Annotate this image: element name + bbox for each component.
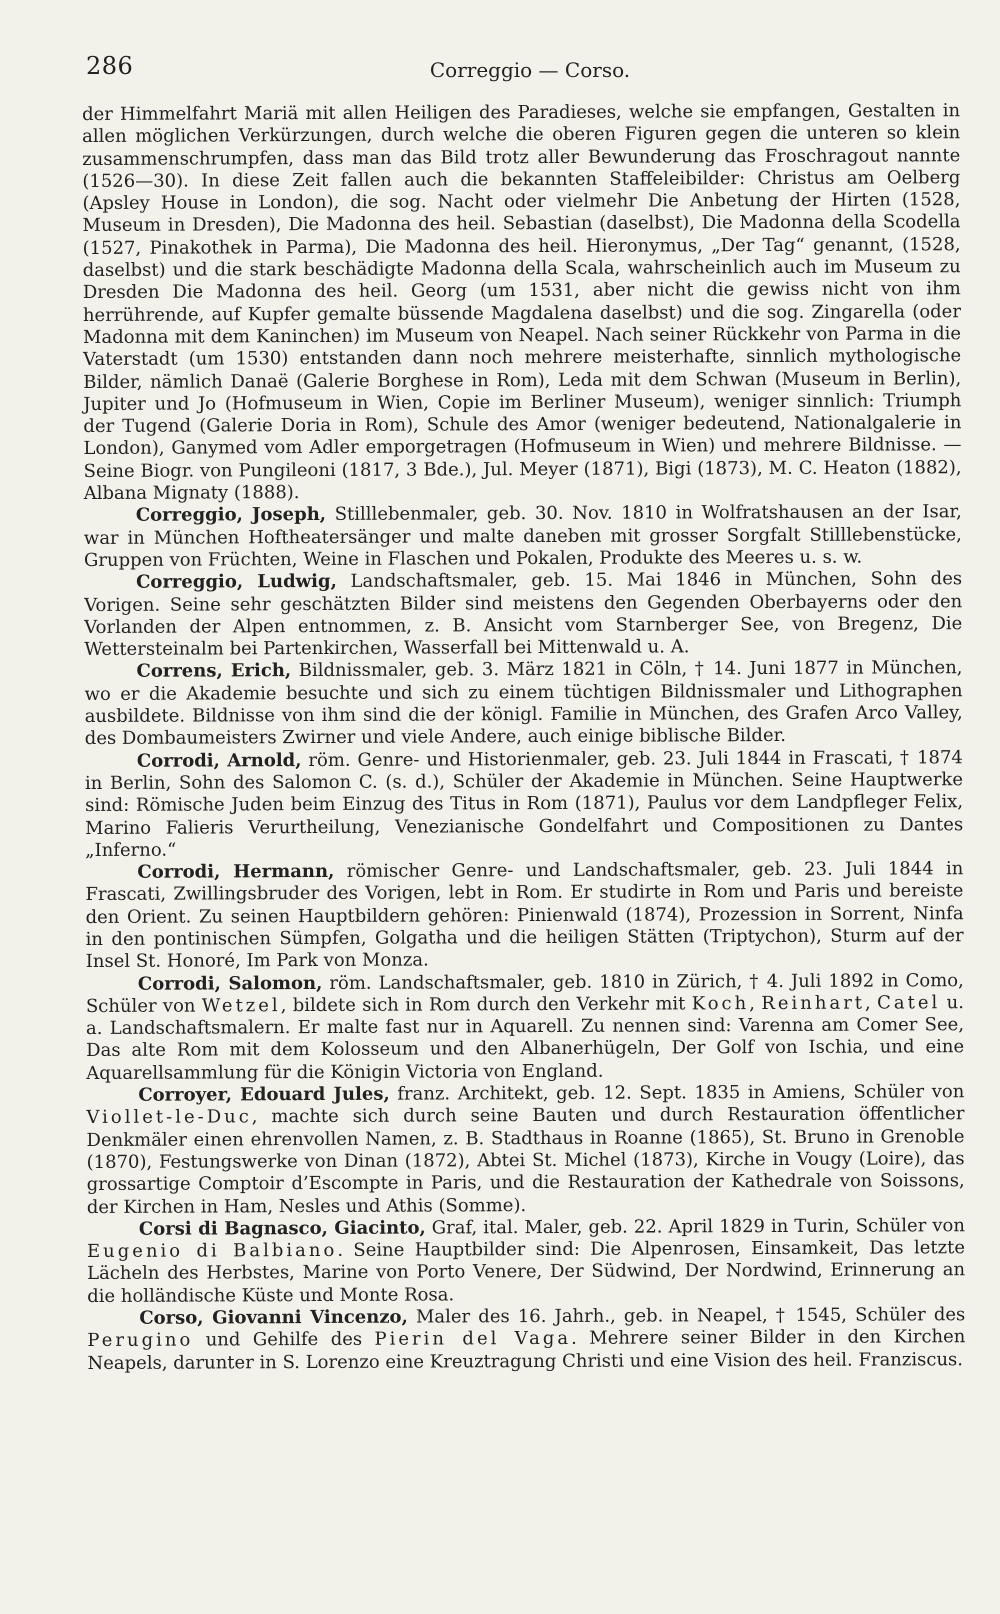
spaced-name: Eugenio di Balbiano xyxy=(86,1240,338,1263)
entry-text: Maler des 16. Jahrh., geb. in Neapel, † 1545, Schüler des xyxy=(415,1304,966,1328)
entry-text: . Mehrere seiner Bilder in den Kirchen Neapels, darunter in S. Lorenzo eine Kreuztragung Christi und eine Vision des heil. Franziscus. xyxy=(87,1326,966,1374)
entry-corrodi-salomon xyxy=(86,970,964,1085)
entry-text: franz. Architekt, geb. 12. Sept. 1835 in Amiens, Schüler von xyxy=(397,1081,965,1105)
entry-text: römischer Genre- und Landschaftsmaler, geb. 23. Juli 1844 in Frascati, Zwillingsbruder des Vorigen, lebt in Rom. Er studirte in Rom und Paris und bereiste den Orient. Zu seinen Hauptbildern gehören: Pinienwald (1874), Prozession in Sorrent, Ninfa in den pontinischen Sümpfen, Golgatha und die heiligen Stätten (Triptychon), Sturm auf der Insel St. Honoré, Im Park von Monza. xyxy=(85,858,964,973)
page-body xyxy=(82,100,966,1375)
entry-text: Graf, ital. Maler, geb. 22. April 1829 in Turin, Schüler von xyxy=(431,1215,965,1239)
entry-correns-erich xyxy=(84,658,962,751)
entry-name: Correggio, Ludwig, xyxy=(136,571,337,594)
page-number: 286 xyxy=(86,52,134,80)
spaced-name: Reinhart xyxy=(761,992,866,1014)
entry-corroyer-edouard xyxy=(86,1081,965,1219)
entry-text: röm. Landschaftsmaler, geb. 1810 in Zürich, † 4. Juli 1892 in Como, Schüler von xyxy=(85,969,964,1017)
spaced-name: Koch xyxy=(691,992,750,1015)
running-title: Correggio — Corso. xyxy=(429,58,631,82)
entry-text: Landschaftsmaler, geb. 15. Mai 1846 in München, Sohn des Vorigen. Seine sehr geschätzten Bilder sind meistens den Gegenden Oberbayerns oder den Vorlanden der Alpen entnommen, z. B. Ansicht vom Starnberger See, von Bregenz, Die Wettersteinalm bei Partenkirchen, Wasserfall bei Mittenwald u. A. xyxy=(84,568,963,661)
entry-correggio-joseph xyxy=(84,502,962,573)
spaced-name: Perugino xyxy=(87,1329,194,1352)
entry-name: Corrodi, Hermann, xyxy=(137,861,335,883)
entry-name: Correggio, Joseph, xyxy=(135,504,327,527)
entry-corso-giovanni xyxy=(87,1304,965,1375)
entry-corsi-di-bagnasco xyxy=(87,1215,965,1308)
spaced-name: Pierin del Vaga xyxy=(374,1328,572,1351)
entry-text: röm. Genre- und Historienmaler, geb. 23. Juli 1844 in Frascati, † 1874 in Berlin, Sohn des Salomon C. (s. d.), Schüler der Akademie in München. Seine Hauptwerke sind: Römische Juden beim Einzug des Titus in Rom (1871), Paulus vor dem Landpfleger Felix, Marino Falieris Verurtheilung, Venezianische Gondelfahrt und Compositionen zu Dantes „Inferno.“ xyxy=(84,746,964,861)
entry-text: der Himmelfahrt Mariä mit allen Heiligen des Paradieses, welche sie empfangen, Gestalten in allen möglichen Verkürzungen, durch welche die oberen Figuren gegen die unteren so klein zusammenschrumpfen, dass man das Bild trotz aller Bewunderung das Froschragout nannte (1526—30). In diese Zeit fallen auch die bekannten Staffeleibilder: Christus am Oelberg (Apsley House in London), die sog. Nacht oder vielmehr Die Anbetung der Hirten (1528, Museum in Dresden), Die Madonna des heil. Sebastian (daselbst), Die Madonna della Scodella (1527, Pinakothek in Parma), Die Madonna des heil. Hieronymus, „Der Tag“ genannt, (1528, daselbst) und die stark beschädigte Madonna della Scala, wahrscheinlich auch im Museum zu Dresden Die Madonna des heil. Georg (um 1531, aber nicht die gewiss nicht von ihm herrührende, auf Kupfer gemalte büssende Magdalena daselbst) und die sog. Zingarella (oder Madonna mit dem Kaninchen) im Museum von Neapel. Nach seiner Rückkehr von Parma in die Vaterstadt (um 1530) entstanden dann noch mehrere meisterhafte, sinnlich mythologische Bilder, nämlich Danaë (Galerie Borghese in Rom), Leda mit dem Schwan (Museum in Berlin), Jupiter und Jo (Hofmuseum in Wien, Copie im Berliner Museum), weniger sinnlich: Triumph der Tugend (Galerie Doria in Rom), Schule des Amor (weniger bedeutend, Nationalgalerie in London), Ganymed vom Adler emporgetragen (Hofmuseum in Wien) und mehrere Bildnisse. — Seine Biogr. von Pungileoni (1817, 3 Bde.), Jul. Meyer (1871), Bigi (1873), M. C. Heaton (1882), Albana Mignaty (1888). xyxy=(82,100,962,505)
entry-text: und Gehilfe des xyxy=(193,1329,375,1351)
entry-text: , xyxy=(749,992,762,1014)
spaced-name: Viollet-le-Duc xyxy=(86,1106,252,1129)
entry-correggio-continued xyxy=(82,100,962,505)
entry-text: , xyxy=(864,992,878,1014)
entry-text: Bildnissmaler, geb. 3. März 1821 in Cöln, † 14. Juni 1877 in München, wo er die Akademie besuchte und sich zu einem tüchtigen Bildnissmaler und Lithographen ausbildete. Bildnisse von ihm sind die der königl. Familie in München, des Grafen Arco Valley, des Dombaumeisters Zwirner und viele Andere, auch einige biblische Bilder. xyxy=(84,657,963,750)
spaced-name: Catel xyxy=(877,992,941,1014)
entry-name: Correns, Erich, xyxy=(136,660,292,683)
entry-name: Corrodi, Arnold, xyxy=(136,749,302,772)
entry-corrodi-hermann xyxy=(85,858,963,973)
entry-text: . Seine Hauptbilder sind: Die Alpenrosen, Einsamkeit, Das letzte Lächeln des Herbstes, Marine von Porto Venere, Der Südwind, Der Nordwind, Erinnerung an die holländische Küste und Monte Rosa. xyxy=(87,1237,966,1307)
entry-correggio-ludwig xyxy=(84,568,962,661)
entry-name: Corroyer, Edouard Jules, xyxy=(138,1083,390,1106)
entry-text: u. a. Landschaftsmalern. Er malte fast nur in Aquarell. Zu nennen sind: Varenna am Comer See, Das alte Rom mit dem Kolosseum und den Albanerhügeln, Der Golf von Ischia, und eine Aquarellsammlung für die Königin Victoria von England. xyxy=(85,992,965,1084)
spaced-name: Wetzel xyxy=(201,995,281,1017)
entry-text: , machte sich durch seine Bauten und durch Restauration öffentlicher Denkmäler einen ehrenvollen Namen, z. B. Stadthaus in Roanne (1865), St. Bruno in Grenoble (1870), Festungswerke von Dinan (1872), Abtei St. Michel (1873), Kirche in Vougy (Loire), das grossartige Comptoir d’Escompte in Paris, und die Restauration der Kathedrale von Soissons, der Kirchen in Ham, Nesles und Athis (Somme). xyxy=(86,1103,965,1218)
entry-name: Corso, Giovanni Vincenzo, xyxy=(139,1306,408,1329)
entry-name: Corsi di Bagnasco, Giacinto, xyxy=(138,1217,426,1240)
entry-corrodi-arnold xyxy=(85,747,963,862)
entry-text: , bildete sich in Rom durch den Verkehr mit xyxy=(280,993,692,1017)
entry-text: Stilllebenmaler, geb. 30. Nov. 1810 in Wolfratshausen an der Isar, war in München Hoftheatersänger und malte daneben mit grosser Sorgfalt Stilllebenstücke, Gruppen von Früchten, Weine in Flaschen und Pokalen, Produkte des Meeres u. s. w. xyxy=(83,501,962,571)
entry-name: Corrodi, Salomon, xyxy=(137,972,323,995)
